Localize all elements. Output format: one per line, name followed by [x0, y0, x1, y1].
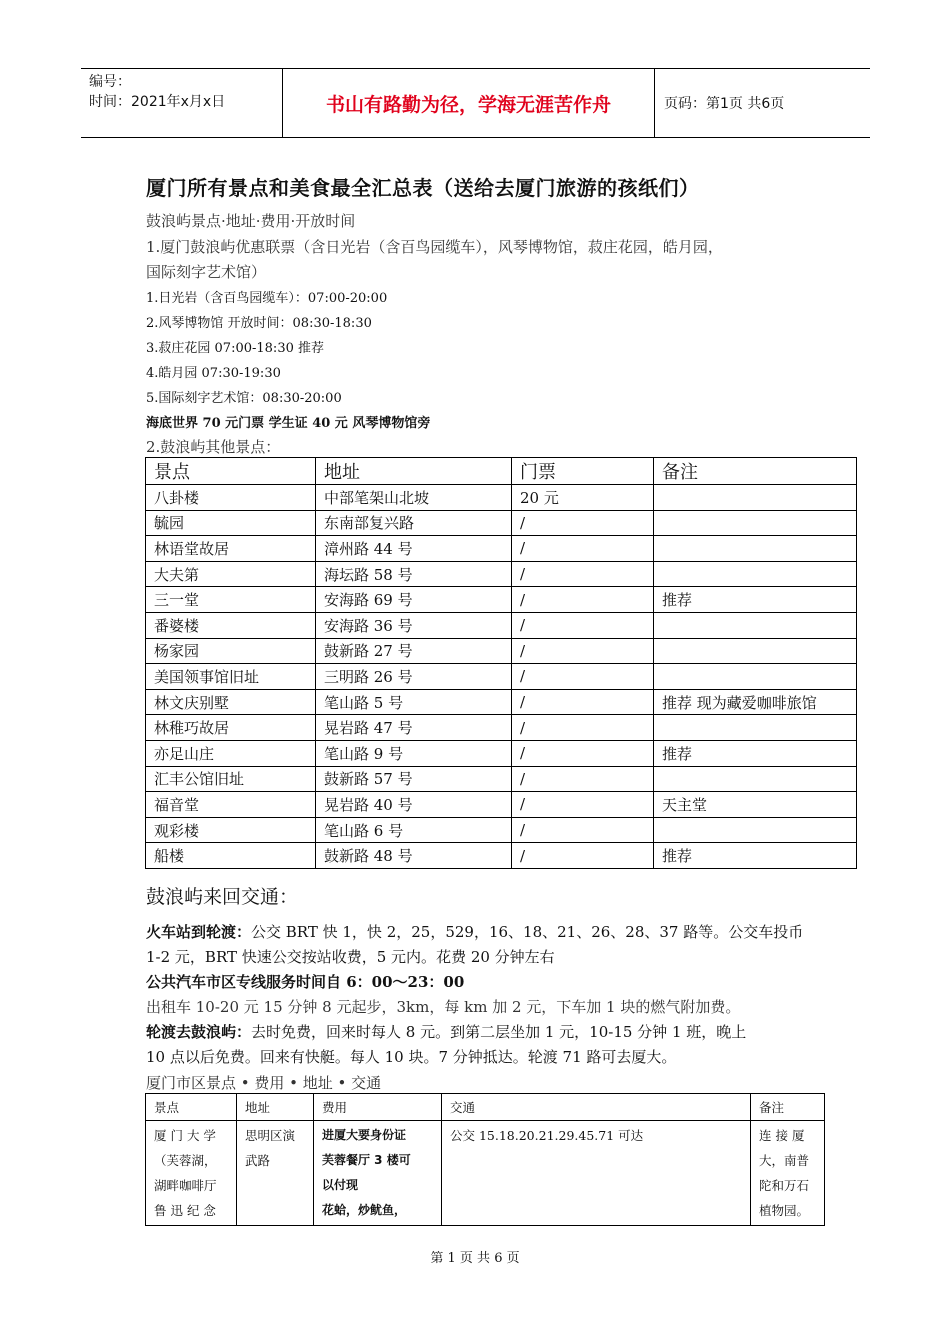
table-row [146, 664, 857, 690]
hours-item: 2.风琴博物馆 开放时间：08:30-18:30 [146, 316, 372, 331]
combo-ticket-line1: 1.厦门鼓浪屿优惠联票（含日光岩（含百鸟园缆车），风琴博物馆，菽庄花园，皓月园， [146, 238, 723, 256]
cell-note [654, 561, 857, 587]
cell-ticket: / [512, 664, 654, 690]
table-header-row [146, 1094, 825, 1121]
column-header: 门票 [512, 458, 654, 485]
column-header: 交通 [442, 1094, 751, 1121]
cell-ticket: / [512, 792, 654, 818]
motto: 书山有路勤为径，学海无涯苦作舟 [283, 69, 655, 137]
cell-address: 鼓新路 57 号 [316, 766, 512, 792]
column-header: 地址 [237, 1094, 314, 1121]
cell-spot: 美国领事馆旧址 [146, 664, 316, 690]
aquarium-note: 海底世界 70 元门票 学生证 40 元 风琴博物馆旁 [146, 416, 431, 431]
cell-note [654, 664, 857, 690]
cell-traffic: 公交 15.18.20.21.29.45.71 可达 [442, 1121, 751, 1226]
table-row [146, 689, 857, 715]
column-header: 景点 [146, 458, 316, 485]
cell-address: 鼓新路 27 号 [316, 638, 512, 664]
cell-note [654, 766, 857, 792]
cell-spot: 汇丰公馆旧址 [146, 766, 316, 792]
cell-address: 东南部复兴路 [316, 510, 512, 536]
cell-address: 安海路 36 号 [316, 612, 512, 638]
taxi-info: 出租车 10-20 元 15 分钟 8 元起步，3km，每 km 加 2 元，下车加 1 块的燃气附加费。 [146, 998, 741, 1016]
hours-item: 5.国际刻字艺术馆：08:30-20:00 [146, 391, 342, 406]
column-header: 备注 [654, 458, 857, 485]
cell-spot: 林语堂故居 [146, 536, 316, 562]
cell-address: 鼓新路 48 号 [316, 843, 512, 869]
cell-address: 笔山路 9 号 [316, 740, 512, 766]
table-row [146, 715, 857, 741]
cell-spot: 观彩楼 [146, 817, 316, 843]
cell-address: 晃岩路 40 号 [316, 792, 512, 818]
table-row [146, 638, 857, 664]
hours-item: 1.日光岩（含百鸟园缆车）：07:00-20:00 [146, 291, 388, 306]
table-row [146, 612, 857, 638]
cell-ticket: / [512, 587, 654, 613]
cell-address: 漳州路 44 号 [316, 536, 512, 562]
cell-note [654, 817, 857, 843]
cell-note: 天主堂 [654, 792, 857, 818]
number-label: 编号： [89, 74, 131, 90]
cell-note [654, 510, 857, 536]
bus-hours: 公共汽车市区专线服务时间自 6：00～23：00 [146, 973, 465, 991]
table-row [146, 792, 857, 818]
table-header-row [146, 458, 857, 485]
cell-ticket: / [512, 740, 654, 766]
column-header: 地址 [316, 458, 512, 485]
table-row [146, 766, 857, 792]
cell-ticket: / [512, 638, 654, 664]
cell-spot: 林文庆别墅 [146, 689, 316, 715]
cell-address: 中部笔架山北坡 [316, 485, 512, 511]
cell-ticket: / [512, 817, 654, 843]
ferry-line2: 10 点以后免费。回来有快艇。每人 10 块。7 分钟抵达。轮渡 71 路可去厦大。 [146, 1048, 677, 1066]
page-label: 页码：第1页 共6页 [664, 96, 785, 112]
cell-address: 思明区演 武路 [237, 1121, 314, 1226]
gulangyu-spots-table [145, 457, 857, 869]
cell-address: 笔山路 6 号 [316, 817, 512, 843]
train-to-ferry-line1 [146, 921, 803, 942]
page-header [81, 68, 870, 138]
table-row [146, 561, 857, 587]
cell-spot: 厦 门 大 学 （芙蓉湖， 湖畔咖啡厅 鲁 迅 纪 念 [146, 1121, 237, 1226]
combo-ticket-line2: 国际刻字艺术馆） [146, 263, 267, 281]
other-spots-title: 2.鼓浪屿其他景点： [146, 438, 281, 456]
cell-address: 安海路 69 号 [316, 587, 512, 613]
document-title: 厦门所有景点和美食最全汇总表（送给去厦门旅游的孩纸们） [146, 176, 700, 200]
cell-spot: 三一堂 [146, 587, 316, 613]
table-row [146, 843, 857, 869]
cell-ticket: / [512, 510, 654, 536]
header-meta [81, 69, 283, 137]
gulangyu-subtitle: 鼓浪屿景点·地址·费用·开放时间 [146, 212, 356, 230]
table-row [146, 485, 857, 511]
cell-address: 晃岩路 47 号 [316, 715, 512, 741]
cell-note [654, 536, 857, 562]
table-row [146, 587, 857, 613]
cell-note [654, 612, 857, 638]
cell-address: 三明路 26 号 [316, 664, 512, 690]
cell-note: 推荐 现为藏爱咖啡旅馆 [654, 689, 857, 715]
ferry-text: 去时免费，回来时每人 8 元。到第二层坐加 1 元，10-15 分钟 1 班，晚上 [251, 1023, 747, 1041]
cell-note: 连 接 厦 大，南普 陀和万石 植物园。 [751, 1121, 825, 1226]
cell-spot: 亦足山庄 [146, 740, 316, 766]
table-row [146, 510, 857, 536]
city-subtitle: 厦门市区景点 • 费用 • 地址 • 交通 [146, 1074, 382, 1092]
table-row [146, 740, 857, 766]
cell-spot: 福音堂 [146, 792, 316, 818]
cell-note: 推荐 [654, 843, 857, 869]
column-header: 景点 [146, 1094, 237, 1121]
cell-address: 笔山路 5 号 [316, 689, 512, 715]
cell-note [654, 485, 857, 511]
page-footer: 第 1 页 共 6 页 [430, 1251, 520, 1266]
cell-spot: 毓园 [146, 510, 316, 536]
cell-ticket: / [512, 715, 654, 741]
cell-ticket: / [512, 612, 654, 638]
table-row [146, 536, 857, 562]
cell-ticket: / [512, 536, 654, 562]
cell-spot: 林稚巧故居 [146, 715, 316, 741]
cell-spot: 大夫第 [146, 561, 316, 587]
cell-fee: 进厦大要身份证 芙蓉餐厅 3 楼可 以付现 花蛤，炒鱿鱼， [314, 1121, 442, 1226]
cell-spot: 船楼 [146, 843, 316, 869]
cell-note [654, 638, 857, 664]
cell-ticket: / [512, 689, 654, 715]
table-row [146, 1121, 825, 1226]
cell-note: 推荐 [654, 740, 857, 766]
cell-ticket: / [512, 843, 654, 869]
train-to-ferry-text: 公交 BRT 快 1，快 2，25，529，16、18、21、26、28、37 路等。公交车投币 [251, 923, 804, 941]
cell-note [654, 715, 857, 741]
hours-item: 3.菽庄花园 07:00-18:30 推荐 [146, 341, 324, 356]
cell-ticket: / [512, 766, 654, 792]
train-to-ferry-line2: 1-2 元，BRT 快速公交按站收费，5 元内。花费 20 分钟左右 [146, 948, 555, 966]
column-header: 备注 [751, 1094, 825, 1121]
table-row [146, 817, 857, 843]
cell-spot: 八卦楼 [146, 485, 316, 511]
ferry-line1 [146, 1021, 746, 1042]
column-header: 费用 [314, 1094, 442, 1121]
cell-address: 海坛路 58 号 [316, 561, 512, 587]
ferry-label: 轮渡去鼓浪屿： [146, 1023, 252, 1041]
hours-item: 4.皓月园 07:30-19:30 [146, 366, 281, 381]
date-label: 时间：2021年x月x日 [89, 94, 226, 110]
cell-spot: 番婆楼 [146, 612, 316, 638]
train-to-ferry-label: 火车站到轮渡： [146, 923, 252, 941]
transport-heading: 鼓浪屿来回交通： [146, 886, 299, 908]
city-spots-table [145, 1093, 825, 1226]
cell-ticket: 20 元 [512, 485, 654, 511]
cell-spot: 杨家园 [146, 638, 316, 664]
cell-note: 推荐 [654, 587, 857, 613]
cell-ticket: / [512, 561, 654, 587]
